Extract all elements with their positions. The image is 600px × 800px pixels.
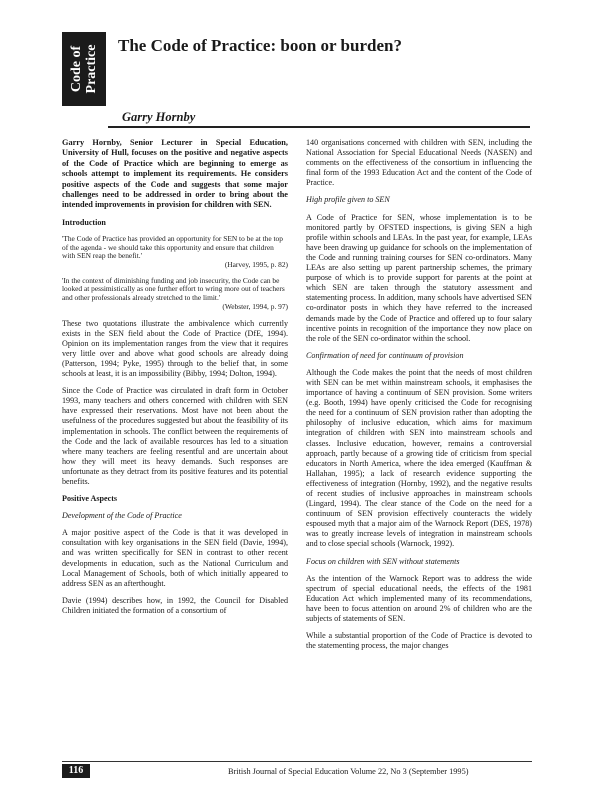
right-column: [306, 138, 532, 658]
heading-introduction: Introduction: [62, 217, 106, 227]
subheading-development: Development of the Code of Practice: [62, 511, 182, 521]
focus-paragraph-1: As the intention of the Warnock Report was to address the wide spectrum of special educational needs, the effects of the 1981 Education Act which implemented many of its recommendations, have been to focus attention on around 2% of children who are the subjects of statements of SEN.: [306, 573, 532, 624]
subheading-continuum: Confirmation of need for continuum of provision: [306, 350, 464, 360]
footer-divider: [62, 761, 532, 762]
section-label-line1: Code of: [69, 45, 84, 93]
section-label: [69, 45, 99, 94]
quote-2-cite: (Webster, 1994, p. 97): [222, 301, 288, 311]
subheading-high-profile: High profile given to SEN: [306, 195, 390, 205]
author-name: Garry Hornby: [122, 110, 196, 124]
positive-paragraph-1: A major positive aspect of the Code is that it was developed in consultation with key organisations in the SEN field (Davie, 1994), and was written specifically for SEN in contrast to other recent developments in education, such as the National Curriculum and Local Management of Schools, both of which initially appeared to address SEN as an afterthought.: [62, 528, 288, 588]
journal-citation: British Journal of Special Education Volume 22, No 3 (September 1995): [228, 767, 469, 776]
intro-paragraph-2: Since the Code of Practice was circulated in draft form in October 1993, many teachers and others concerned with children with SEN have expressed their reservations. Most have not been about the usefulness of the procedures suggested but about the feasibility of its implementation in schools. The conflict between the requirements of the Code and the lack of available resources has led to a situation where many teachers are feeling resentful and are uncertain about how they will meet its heavy demands. Such responses are unfortunate as they detract from its positive features and its potential benefits.: [62, 386, 288, 486]
page-number: 116: [62, 764, 90, 778]
positive-paragraph-2: Davie (1994) describes how, in 1992, the Council for Disabled Children initiated the formation of a consortium of: [62, 595, 288, 615]
positive-paragraph-2-continued: 140 organisations concerned with children with SEN, including the National Association for Special Educational Needs (NASEN) and comments on the effectiveness of the consortium in influencing the final form of the 1993 Education Act and the content of the Code of Practice.: [306, 138, 532, 188]
section-label-line2: Practice: [84, 44, 99, 94]
left-column: [62, 138, 288, 623]
quote-2-text: 'In the context of diminishing funding and job insecurity, the Code can be looked at pessimistically as one further effort to wring more out of teachers and other professionals already stretched to the limit.': [62, 275, 285, 303]
subheading-focus: Focus on children with SEN without statements: [306, 556, 460, 566]
section-label-block: [62, 32, 106, 106]
high-profile-paragraph: A Code of Practice for SEN, whose implementation is to be monitored partly by OFSTED inspections, is giving SEN a high profile within schools and LEAs. In the past year, for example, LEAs have been drawing up guidance for schools on the implementation of the Code and running training courses for SEN co-ordinators. Many LEAs are also setting up parent partnership schemes, the primary purpose of which is to provide support for parents at the point at which SEN are taken through the statutory assessment and statementing process. In addition, many schools have advertised SEN co-ordinator posts in which they have referred to the increased demands made by the Code of Practice and offered up to four salary incentive points in recognition of the importance they now place on the role of the SEN co-ordinator within the school.: [306, 212, 532, 343]
focus-paragraph-2: While a substantial proportion of the Code of Practice is devoted to the statementing process, the major changes: [306, 631, 532, 651]
intro-paragraph-1: These two quotations illustrate the ambivalence which currently exists in the SEN field about the Code of Practice (DfE, 1994). Opinion on its implementation ranges from the view that it requires very little over and above what good schools are already doing (Patterson, 1994; Pyke, 1995) through to the belief that, in some schools at least, it is an impossibility (Bibby, 1994; Dolton, 1994).: [62, 318, 288, 379]
author-divider: [108, 126, 530, 128]
heading-positive-aspects: Positive Aspects: [62, 494, 118, 504]
quote-1-cite: (Harvey, 1995, p. 82): [224, 260, 288, 270]
quote-2: [62, 277, 288, 312]
article-title: The Code of Practice: boon or burden?: [118, 36, 402, 55]
quote-1-text: 'The Code of Practice has provided an opportunity for SEN to be at the top of the agenda - we should take this opportunity and ensure that children with SEN reap the benefit.': [62, 233, 283, 261]
quote-1: [62, 235, 288, 270]
abstract: Garry Hornby, Senior Lecturer in Special Education, University of Hull, focuses on the positive and negative aspects of the Code of Practice which are beginning to emerge as schools attempt to implement its requirements. He considers positive aspects of the Code and suggests that some major challenges need to be addressed in order to bring about the intended improvements in provision for children with SEN.: [62, 138, 288, 210]
continuum-paragraph: Although the Code makes the point that the needs of most children with SEN can be met within mainstream schools, it emphasises the importance of having a continuum of SEN provision. Some writers (e.g. Booth, 1994) have openly criticised the Code for recognising the need for a continuum of SEN provision rather than adopting the philosophy of inclusive education, which aims for maximum integration of children with SEN into mainstream schools and classes. Inclusive education, however, remains a controversial approach, partly because of a growing tide of criticism from special educators in North America, where the idea emerged (Kauffman & Hallahan, 1995); a lack of research evidence supporting the effectiveness of integration (Hornby, 1992), and the negative results of recent studies of inclusive approaches in mainstream schools (Lingard, 1994). The clear stance of the Code on the need for a continuum of SEN provision effectively counteracts the widely espoused myth that a major aim of the Warnock Report (DES, 1978) was to greatly increase levels of integration in mainstream schools and to close special schools (Warnock, 1992).: [306, 367, 532, 549]
